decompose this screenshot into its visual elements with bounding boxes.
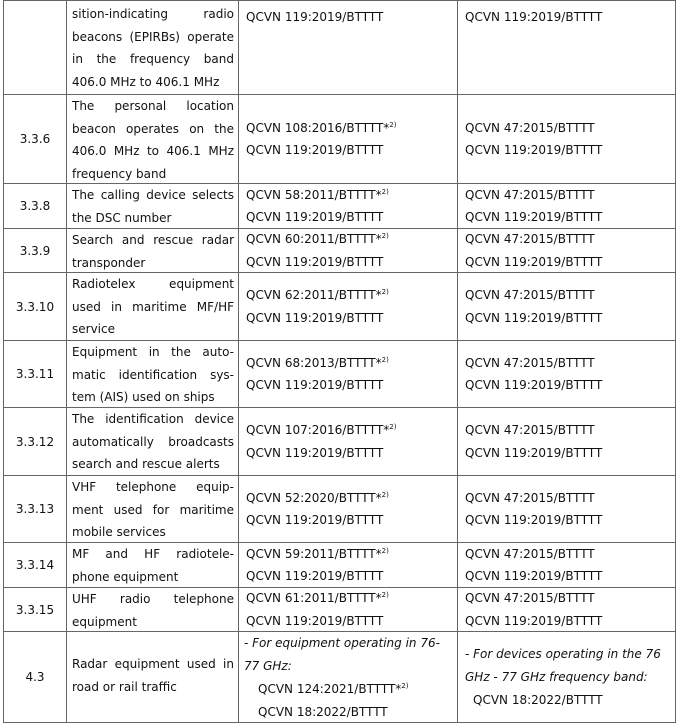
- frequency-note: GHz - 77 GHz frequency band:: [465, 670, 648, 684]
- description-line: frequency band: [72, 166, 167, 181]
- item-number-cell: [3, 95, 67, 183]
- standard-code: QCVN 119:2019/BTTTT: [465, 10, 603, 24]
- standard-reference: [246, 228, 457, 251]
- standard-code: QCVN 119:2019/BTTTT: [465, 445, 603, 460]
- standard-code: QCVN 119:2019/BTTTT: [465, 254, 603, 269]
- standard-reference: [465, 184, 675, 207]
- description-text: [67, 229, 238, 274]
- standard-code: QCVN 18:2022/BTTTT: [473, 693, 603, 707]
- standard-reference: [465, 6, 675, 29]
- description-line: Search and rescue radar: [72, 233, 234, 247]
- standard-code: QCVN 47:2015/BTTTT: [465, 120, 595, 135]
- item-number: 3.3.12: [15, 434, 55, 449]
- standard-reference: [246, 543, 457, 566]
- replacement-standard-cell: [458, 229, 676, 272]
- standard-code: QCVN 47:2015/BTTTT: [465, 490, 595, 505]
- standard-reference: [465, 587, 675, 610]
- standard-list: [239, 408, 457, 475]
- item-number-cell: [3, 408, 67, 475]
- table-row: [3, 408, 676, 476]
- standard-code: QCVN 119:2019/BTTTT: [465, 310, 603, 325]
- replacement-standard-cell: [458, 1, 676, 94]
- standard-reference: [465, 352, 675, 375]
- standard-reference: [246, 117, 457, 140]
- description-line: UHF radio telephone: [72, 592, 234, 606]
- standard-list: [458, 543, 675, 587]
- standard-cell: [239, 632, 458, 722]
- standard-reference: [465, 284, 675, 307]
- description-line: tem (AIS) used on ships: [72, 390, 215, 404]
- standard-code: QCVN 119:2019/BTTTT: [246, 254, 384, 269]
- standard-reference: [239, 678, 457, 701]
- description-line: mobile services: [72, 525, 166, 539]
- description-cell: [67, 273, 239, 340]
- item-number: 3.3.6: [19, 132, 51, 146]
- footnote-marker: 2): [389, 423, 397, 431]
- description-line: beacons (EPIRBs) operate: [72, 29, 234, 44]
- table-row: [3, 184, 676, 229]
- footnote-marker: 2): [381, 591, 389, 599]
- standard-cell: [239, 588, 458, 631]
- standard-reference: [465, 206, 675, 229]
- description-line: service: [72, 322, 115, 336]
- standard-reference: [465, 509, 675, 532]
- table-row: [3, 95, 676, 184]
- standard-list: [458, 341, 675, 407]
- standard-reference: [246, 139, 457, 162]
- replacement-standard-cell: [458, 341, 676, 407]
- description-line: sition-indicating radio: [72, 7, 234, 21]
- footnote-marker: 2): [381, 490, 389, 499]
- standard-code: QCVN 52:2020/BTTTT*: [246, 490, 382, 505]
- standard-reference: [465, 442, 675, 465]
- table-row: [3, 229, 676, 273]
- standard-reference: [465, 228, 675, 251]
- description-line: The identification device: [72, 412, 234, 426]
- standard-reference: [246, 610, 457, 633]
- standard-code: QCVN 119:2019/BTTTT: [246, 210, 384, 224]
- standard-code: QCVN 119:2019/BTTTT: [465, 210, 603, 224]
- description-line: ment used for maritime: [72, 502, 234, 517]
- table-row: [3, 0, 676, 95]
- standard-code: QCVN 59:2011/BTTTT*: [246, 546, 382, 561]
- table-row: [3, 588, 676, 632]
- standard-list: [239, 1, 457, 99]
- standard-cell: [239, 184, 458, 228]
- description-cell: [67, 229, 239, 272]
- description-line: road or rail traffic: [72, 679, 177, 694]
- description-text: [67, 476, 238, 544]
- description-cell: [67, 543, 239, 587]
- description-cell: [67, 588, 239, 631]
- description-cell: [67, 341, 239, 407]
- item-number: 3.3.15: [15, 602, 55, 617]
- description-text: [67, 543, 238, 588]
- standard-reference: [465, 419, 675, 442]
- standard-code: QCVN 119:2019/BTTTT: [246, 378, 384, 392]
- standard-code: QCVN 62:2011/BTTTT*: [246, 288, 382, 302]
- standard-code: QCVN 47:2015/BTTTT: [465, 288, 595, 302]
- standard-notes: [458, 632, 675, 712]
- item-number-cell: [3, 1, 67, 94]
- standard-code: QCVN 119:2019/BTTTT: [465, 613, 603, 628]
- item-number: 3.3.11: [15, 367, 55, 381]
- description-line: Radiotelex equipment: [72, 277, 234, 291]
- standard-list: [239, 184, 457, 228]
- standard-reference: [246, 251, 457, 274]
- standard-code: QCVN 108:2016/BTTTT*: [246, 120, 390, 135]
- standard-reference: [246, 565, 457, 588]
- standard-code: QCVN 60:2011/BTTTT*: [246, 232, 382, 246]
- standard-reference: [465, 139, 675, 162]
- item-number-cell: [3, 273, 67, 340]
- standard-code: QCVN 58:2011/BTTTT*: [246, 187, 382, 202]
- standard-reference: [246, 6, 457, 29]
- replacement-standard-cell: [458, 408, 676, 475]
- item-number: 3.3.14: [15, 558, 55, 572]
- standard-reference: [246, 419, 457, 442]
- item-number-cell: [3, 588, 67, 631]
- replacement-standard-cell: [458, 273, 676, 340]
- standard-list: [458, 273, 675, 340]
- footnote-marker: 2): [389, 120, 397, 129]
- item-number: 3.3.13: [15, 502, 55, 516]
- table-row: [3, 341, 676, 408]
- item-number: 3.3.9: [19, 243, 51, 258]
- standard-list: [239, 229, 457, 272]
- item-number-cell: [3, 476, 67, 542]
- item-number-cell: [3, 543, 67, 587]
- standard-list: [239, 273, 457, 340]
- table-row: [3, 543, 676, 588]
- frequency-note: - For devices operating in the 76: [465, 647, 661, 661]
- description-cell: [67, 632, 239, 722]
- standard-reference: [246, 587, 457, 610]
- standard-code: QCVN 119:2019/BTTTT: [246, 143, 384, 157]
- standard-cell: [239, 1, 458, 94]
- footnote-marker: 2): [401, 682, 409, 690]
- standard-list: [458, 184, 675, 228]
- table-row: [3, 632, 676, 723]
- replacement-standard-cell: [458, 95, 676, 183]
- standard-cell: [239, 273, 458, 340]
- standard-reference: [246, 184, 457, 207]
- description-line: The personal location: [72, 99, 234, 113]
- standard-cell: [239, 95, 458, 183]
- item-number-cell: [3, 341, 67, 407]
- footnote-marker: 2): [381, 232, 389, 240]
- standard-reference: [465, 307, 675, 330]
- standard-reference: [246, 374, 457, 397]
- item-number-cell: [3, 632, 67, 722]
- standard-list: [458, 1, 675, 99]
- standard-reference: [465, 487, 675, 510]
- description-cell: [67, 476, 239, 542]
- standard-code: QCVN 47:2015/BTTTT: [465, 187, 595, 202]
- footnote-marker: 2): [381, 187, 389, 196]
- standard-code: QCVN 18:2022/BTTTT: [258, 705, 388, 719]
- frequency-note: 77 GHz:: [244, 659, 292, 673]
- table-row: [3, 273, 676, 341]
- description-line: 406.0 MHz to 406.1 MHz: [72, 74, 220, 89]
- standard-list: [458, 408, 675, 475]
- standard-cell: [239, 408, 458, 475]
- standard-list: [458, 476, 675, 542]
- description-line: phone equipment: [72, 569, 179, 584]
- description-line: beacon operates on the: [72, 121, 234, 136]
- item-number: [4, 1, 66, 94]
- standard-code: QCVN 68:2013/BTTTT*: [246, 355, 382, 370]
- standard-code: QCVN 119:2019/BTTTT: [465, 378, 603, 392]
- item-number: 3.3.10: [15, 299, 55, 314]
- standard-cell: [239, 476, 458, 542]
- standard-list: [239, 588, 457, 631]
- standard-code: QCVN 119:2019/BTTTT: [246, 10, 384, 24]
- standard-code: QCVN 119:2019/BTTTT: [465, 143, 603, 157]
- item-number-cell: [3, 229, 67, 272]
- replacement-standard-cell: [458, 588, 676, 631]
- description-line: in the frequency band: [72, 52, 234, 66]
- standard-code: QCVN 119:2019/BTTTT: [465, 569, 603, 583]
- replacement-standard-cell: [458, 543, 676, 587]
- standard-code: QCVN 119:2019/BTTTT: [246, 613, 384, 628]
- standard-cell: [239, 341, 458, 407]
- standard-cell: [239, 543, 458, 587]
- standard-code: QCVN 119:2019/BTTTT: [246, 445, 384, 460]
- description-line: The calling device selects: [72, 188, 234, 202]
- description-line: search and rescue alerts: [72, 457, 220, 471]
- description-line: MF and HF radiotele-: [72, 547, 234, 561]
- item-number: 3.3.8: [19, 199, 51, 213]
- standard-code: QCVN 47:2015/BTTTT: [465, 232, 595, 246]
- standard-list: [458, 95, 675, 183]
- standard-reference: [239, 701, 457, 724]
- footnote-marker: 2): [381, 288, 389, 296]
- standard-code: QCVN 119:2019/BTTTT: [246, 310, 384, 325]
- standard-list: [239, 543, 457, 587]
- description-text: [67, 184, 238, 229]
- standard-code: QCVN 47:2015/BTTTT: [465, 591, 595, 605]
- standard-code: QCVN 119:2019/BTTTT: [246, 513, 384, 527]
- standard-code: QCVN 107:2016/BTTTT*: [246, 423, 390, 437]
- standard-reference: [465, 610, 675, 633]
- replacement-standard-cell: [458, 184, 676, 228]
- standard-reference: [465, 374, 675, 397]
- standard-code: QCVN 119:2019/BTTTT: [465, 513, 603, 527]
- footnote-marker: 2): [381, 355, 389, 364]
- standard-cell: [239, 229, 458, 272]
- replacement-standard-cell: [458, 476, 676, 542]
- standard-list: [239, 476, 457, 542]
- description-text: [67, 408, 238, 476]
- standard-code: QCVN 47:2015/BTTTT: [465, 423, 595, 437]
- description-text: [67, 632, 238, 698]
- standard-notes: [239, 632, 457, 724]
- description-text: [67, 588, 238, 633]
- table-row: [3, 476, 676, 543]
- description-cell: [67, 95, 239, 183]
- description-line: used in maritime MF/HF: [72, 299, 234, 314]
- description-text: [67, 95, 238, 185]
- description-line: equipment: [72, 614, 137, 629]
- standard-reference: [465, 565, 675, 588]
- description-text: [67, 273, 238, 341]
- description-text: [67, 1, 238, 93]
- standard-reference: [465, 251, 675, 274]
- standard-reference: [246, 307, 457, 330]
- description-line: VHF telephone equip-: [72, 480, 234, 494]
- description-line: Radar equipment used in: [72, 657, 234, 671]
- standard-reference: [465, 117, 675, 140]
- standard-reference: [246, 509, 457, 532]
- description-line: automatically broadcasts: [72, 434, 234, 449]
- standard-reference: [246, 442, 457, 465]
- description-line: Equipment in the auto-: [72, 345, 234, 359]
- standard-code: QCVN 47:2015/BTTTT: [465, 355, 595, 370]
- standard-reference: [246, 487, 457, 510]
- standard-reference: [246, 352, 457, 375]
- standard-code: QCVN 61:2011/BTTTT*: [246, 591, 382, 605]
- standard-code: QCVN 124:2021/BTTTT*: [258, 682, 402, 696]
- description-cell: [67, 1, 239, 94]
- standard-list: [239, 341, 457, 407]
- description-cell: [67, 408, 239, 475]
- description-line: matic identification sys-: [72, 367, 234, 382]
- footnote-marker: 2): [381, 546, 389, 555]
- description-cell: [67, 184, 239, 228]
- standard-reference: [465, 543, 675, 566]
- frequency-note: - For equipment operating in 76-: [244, 636, 440, 650]
- item-number-cell: [3, 184, 67, 228]
- description-text: [67, 341, 238, 409]
- replacement-standard-cell: [458, 632, 676, 722]
- description-line: 406.0 MHz to 406.1 MHz: [72, 144, 234, 158]
- description-line: transponder: [72, 255, 146, 270]
- standard-code: QCVN 47:2015/BTTTT: [465, 546, 595, 561]
- standard-list: [458, 588, 675, 631]
- standard-reference: [458, 689, 675, 712]
- standard-reference: [246, 206, 457, 229]
- item-number: 4.3: [25, 670, 45, 684]
- description-line: the DSC number: [72, 210, 172, 225]
- standard-reference: [246, 284, 457, 307]
- standard-code: QCVN 119:2019/BTTTT: [246, 569, 384, 583]
- standard-list: [239, 95, 457, 183]
- standard-list: [458, 229, 675, 272]
